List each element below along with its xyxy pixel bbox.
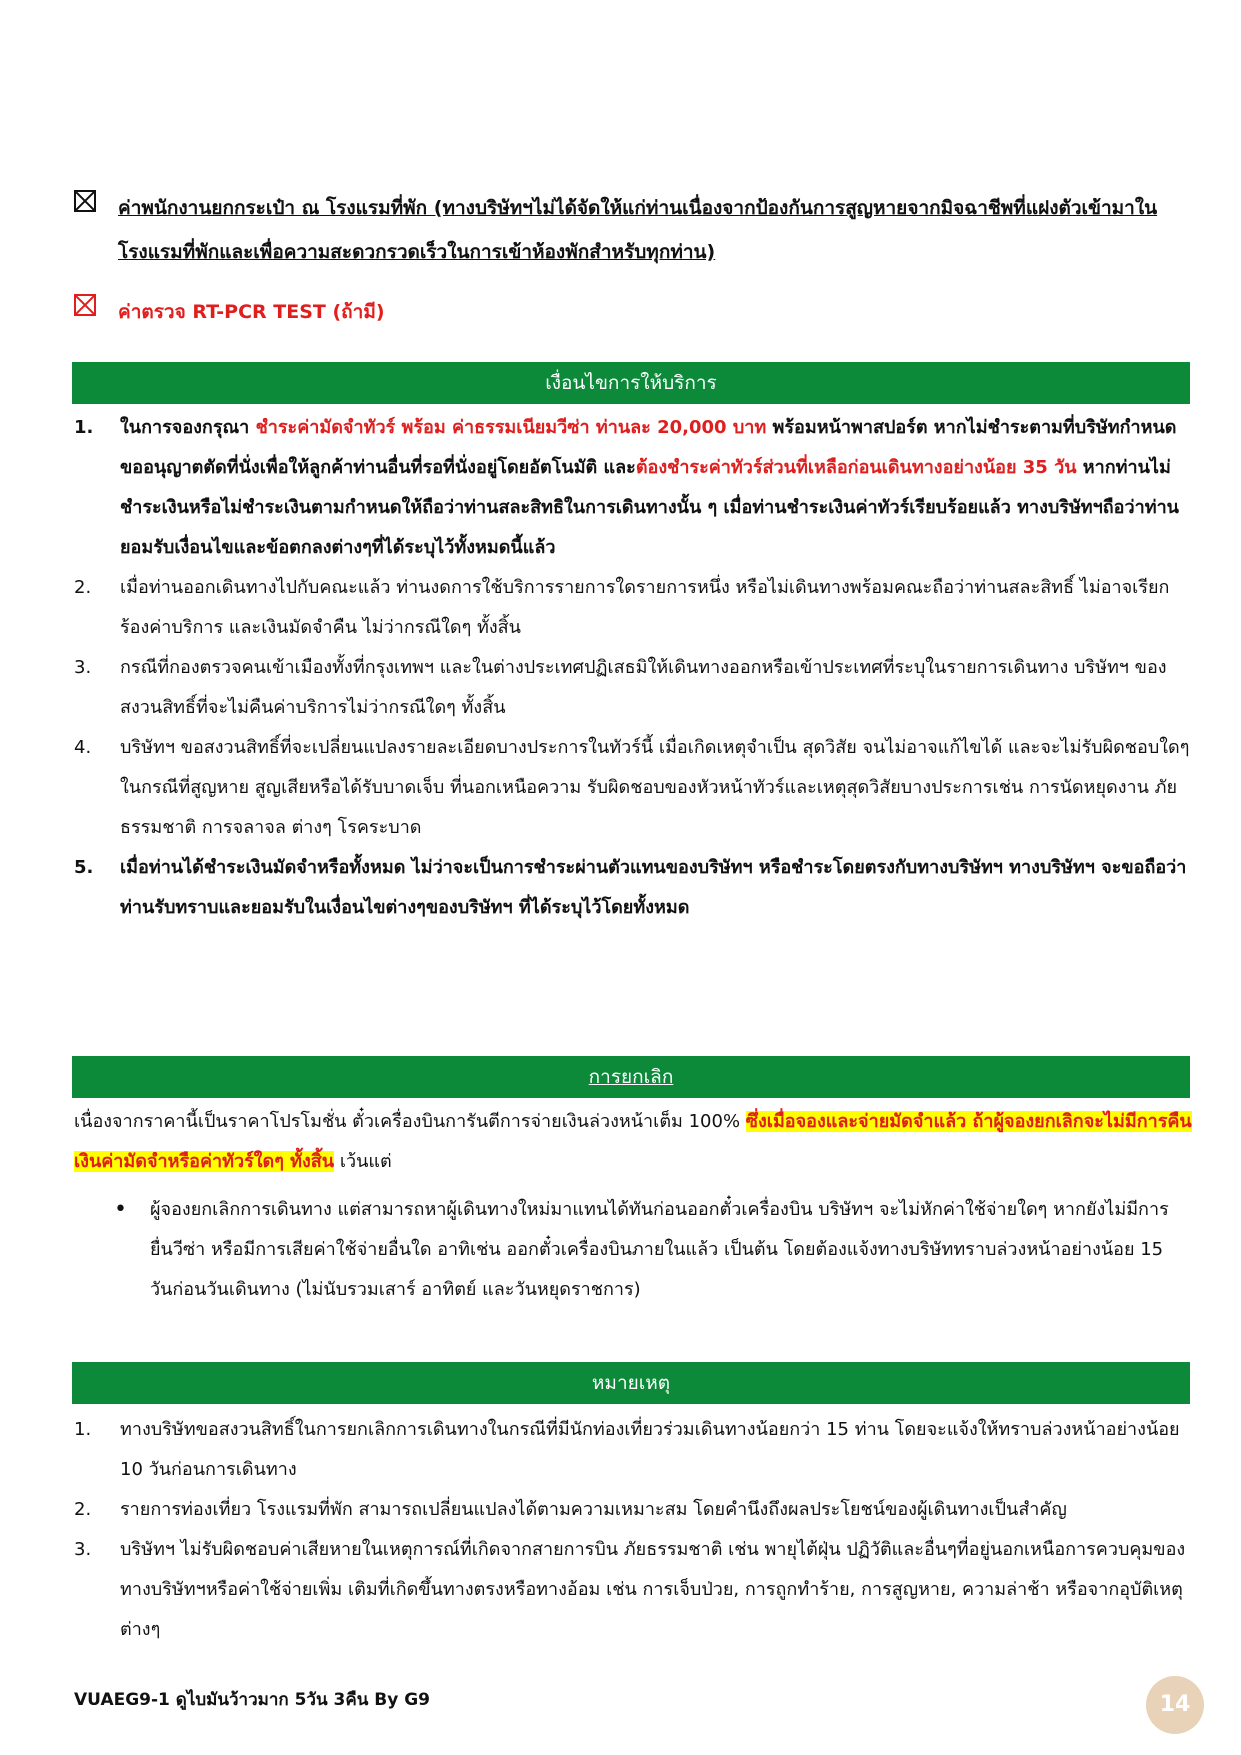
list-item: 2. เมื่อท่านออกเดินทางไปกับคณะแล้ว ท่านงดการใช้บริการรายการใดรายการหนึ่ง หรือไม่เดินทางพร้อมคณะถือว่าท่านสละสิทธิ์ ไม่อาจเรียกร้องค่าบริการ และเงินมัดจำคืน ไม่ว่ากรณีใดๆ ทั้งสิ้น — [74, 577, 1170, 638]
x-box-icon — [74, 294, 96, 316]
notes-header: หมายเหตุ — [72, 1362, 1190, 1404]
list-item: 1. ในการจองกรุณา ชำระค่ามัดจำทัวร์ พร้อม ค่าธรรมเนียมวีซ่า ท่านละ 20,000 บาท พร้อมหน้าพาสปอร์ต หากไม่ชำระตามที่บริษัทกำหนด ขออนุญาตตัดที่นั่งเพื่อให้ลูกค้าท่านอื่นที่รอที่นั่งอยู่โดยอัตโนมัติ และต้องชำระค่าทัวร์ส่วนที่เหลือก่อนเดินทางอย่างน้อย 35 วัน หากท่านไม่ชำระเงินหรือไม่ชำระเงินตามกำหนดให้ถือว่าท่านสละสิทธิในการเดินทางนั้น ๆ เมื่อท่านชำระเงินค่าทัวร์เรียบร้อยแล้ว ทางบริษัทฯถือว่าท่านยอมรับเงื่อนไขและข้อตกลงต่างๆที่ได้ระบุไว้ทั้งหมดนี้แล้ว — [74, 417, 1179, 558]
conditions-list — [74, 408, 1190, 928]
exclusion-text: ค่าตรวจ RT-PCR TEST (ถ้ามี) — [118, 301, 385, 323]
cancellation-bullets — [114, 1190, 1190, 1310]
list-item: 3. บริษัทฯ ไม่รับผิดชอบค่าเสียหายในเหตุการณ์ที่เกิดจากสายการบิน ภัยธรรมชาติ เช่น พายุไต้ฝุ่น ปฏิวัติและอื่นๆที่อยู่นอกเหนือการควบคุมของทางบริษัทฯหรือค่าใช้จ่ายเพิ่ม เติมที่เกิดขึ้นทางตรงหรือทางอ้อม เช่น การเจ็บป่วย, การถูกทำร้าย, การสูญหาย, ความล่าช้า หรือจากอุบัติเหตุต่างๆ — [74, 1539, 1186, 1640]
conditions-header: เงื่อนไขการให้บริการ — [72, 362, 1190, 404]
footer-text: VUAEG9-1 ดูไบมันว้าวมาก 5วัน 3คืน By G9 — [74, 1690, 430, 1710]
cancellation-header: การยกเลิก — [72, 1056, 1190, 1098]
x-box-icon — [74, 190, 96, 212]
list-item: 2. รายการท่องเที่ยว โรงแรมที่พัก สามารถเปลี่ยนแปลงได้ตามความเหมาะสม โดยคำนึงถึงผลประโยชน์ของผู้เดินทางเป็นสำคัญ — [74, 1499, 1067, 1520]
list-item: 1. ทางบริษัทขอสงวนสิทธิ์ในการยกเลิกการเดินทางในกรณีที่มีนักท่องเที่ยวร่วมเดินทางน้อยกว่า 15 ท่าน โดยจะแจ้งให้ทราบล่วงหน้าอย่างน้อย 10 วันก่อนการเดินทาง — [74, 1419, 1180, 1480]
notes-list — [74, 1410, 1190, 1650]
exclusion-item — [74, 290, 1204, 334]
list-item: 5. เมื่อท่านได้ชำระเงินมัดจำหรือทั้งหมด ไม่ว่าจะเป็นการชำระผ่านตัวแทนของบริษัทฯ หรือชำระโดยตรงกับทางบริษัทฯ ทางบริษัทฯ จะขอถือว่าท่านรับทราบและยอมรับในเงื่อนไขต่างๆของบริษัทฯ ที่ได้ระบุไว้โดยทั้งหมด — [74, 857, 1187, 918]
exclusion-item — [74, 186, 1204, 274]
list-item: 3. กรณีที่กองตรวจคนเข้าเมืองทั้งที่กรุงเทพฯ และในต่างประเทศปฏิเสธมิให้เดินทางออกหรือเข้าประเทศที่ระบุในรายการเดินทาง บริษัทฯ ของสงวนสิทธิ์ที่จะไม่คืนค่าบริการไม่ว่ากรณีใดๆ ทั้งสิ้น — [74, 657, 1167, 718]
list-item: 4. บริษัทฯ ขอสงวนสิทธิ์ที่จะเปลี่ยนแปลงรายละเอียดบางประการในทัวร์นี้ เมื่อเกิดเหตุจำเป็น สุดวิสัย จนไม่อาจแก้ไขได้ และจะไม่รับผิดชอบใดๆ ในกรณีที่สูญหาย สูญเสียหรือได้รับบาดเจ็บ ที่นอกเหนือความ รับผิดชอบของหัวหน้าทัวร์และเหตุสุดวิสัยบางประการเช่น การนัดหยุดงาน ภัยธรรมชาติ การจลาจล ต่างๆ โรคระบาด — [74, 737, 1190, 838]
exclusion-text: ค่าพนักงานยกกระเป๋า ณ โรงแรมที่พัก (ทางบริษัทฯไม่ได้จัดให้แก่ท่านเนื่องจากป้องกันการสูญหายจากมิจฉาชีพที่แฝงตัวเข้ามาในโรงแรมที่พักและเพื่อความสะดวกรวดเร็วในการเข้าห้องพักสำหรับทุกท่าน) — [118, 197, 1158, 263]
cancellation-intro: เนื่องจากราคานี้เป็นราคาโปรโมชั่น ตั๋วเครื่องบินการันตีการจ่ายเงินล่วงหน้าเต็ม 100% ซึ่งเมื่อจองและจ่ายมัดจำแล้ว ถ้าผู้จองยกเลิกจะไม่มีการคืนเงินค่ามัดจำหรือค่าทัวร์ใดๆ ทั้งสิ้น เว้นแต่ — [74, 1111, 1192, 1172]
page-number: 14 — [1146, 1676, 1204, 1734]
list-item: • ผู้จองยกเลิกการเดินทาง แต่สามารถหาผู้เดินทางใหม่มาแทนได้ทันก่อนออกตั๋วเครื่องบิน บริษัทฯ จะไม่หักค่าใช้จ่ายใดๆ หากยังไม่มีการยื่นวีซ่า หรือมีการเสียค่าใช้จ่ายอื่นใด อาทิเช่น ออกตั๋วเครื่องบินภายในแล้ว เป็นต้น โดยต้องแจ้งทางบริษัททราบล่วงหน้าอย่างน้อย 15 วันก่อนวันเดินทาง (ไม่นับรวมเสาร์ อาทิตย์ และวันหยุดราชการ) — [114, 1190, 1190, 1310]
